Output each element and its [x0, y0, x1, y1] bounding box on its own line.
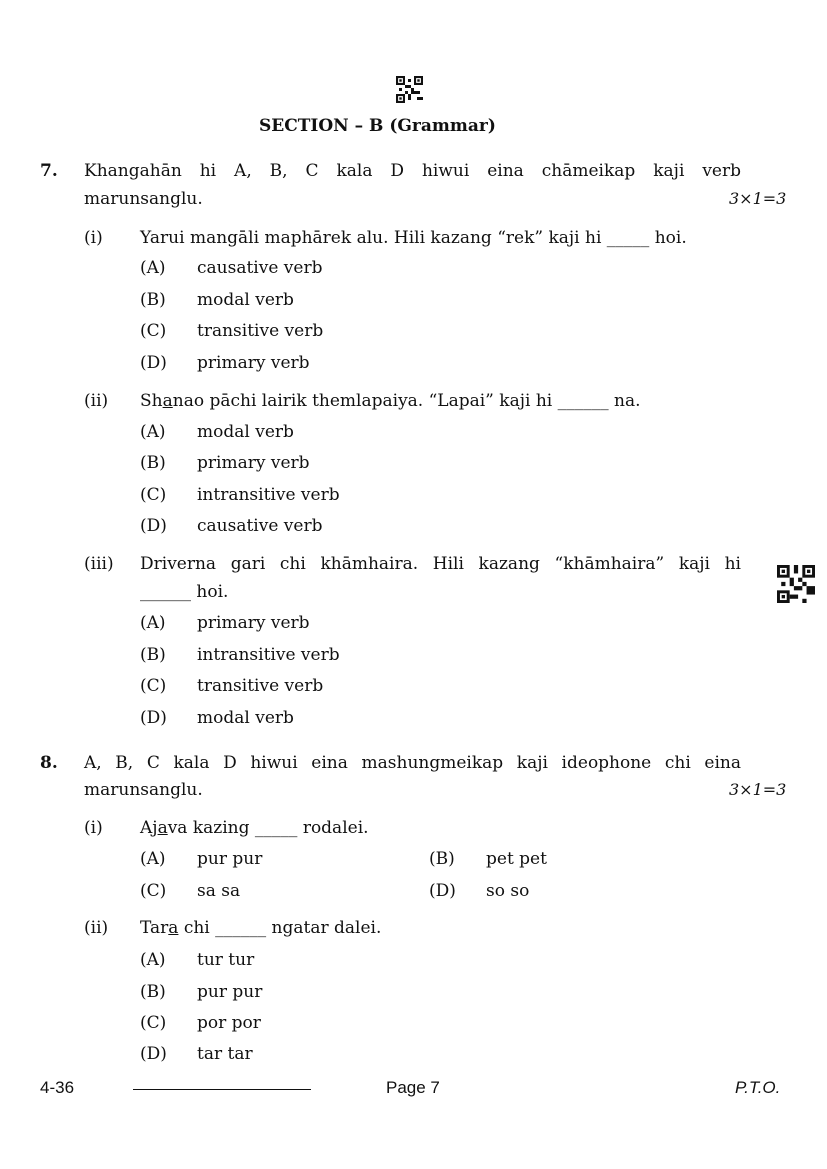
q7-sub-iii-text-line2: ______ hoi.: [140, 582, 229, 602]
q7-ii-option-a-text: modal verb: [197, 422, 294, 442]
q8-i-option-a-text: pur pur: [197, 849, 263, 869]
footer-code: 4-36: [40, 1078, 75, 1097]
q7-iii-option-c-text: transitive verb: [197, 676, 324, 696]
q7-sub-iii-text-line1: Driverna gari chi khāmhaira. Hili kazang “khāmhaira” kaji hi: [140, 554, 741, 574]
q8-sub-ii-label: (ii): [84, 918, 109, 938]
footer-divider: [133, 1089, 311, 1090]
q7-iii-option-b-text: intransitive verb: [197, 645, 340, 665]
q8-i-option-b-text: pet pet: [486, 849, 547, 869]
q7-sub-ii-label: (ii): [84, 391, 109, 411]
question-8-number: 8.: [40, 753, 58, 773]
q7-iii-option-d-text: modal verb: [197, 708, 294, 728]
q8-i-option-c-key: (C): [140, 881, 167, 901]
q7-sub-iii-label: (iii): [84, 554, 114, 574]
q7-i-option-c-text: transitive verb: [197, 321, 324, 341]
q7-i-option-a-text: causative verb: [197, 258, 323, 278]
q7-i-option-b-key: (B): [140, 290, 166, 310]
q8-i-option-c-text: sa sa: [197, 881, 241, 901]
q7-ii-option-b-text: primary verb: [197, 453, 310, 473]
q8-ii-option-c-text: por por: [197, 1013, 261, 1033]
q8-i-option-a-key: (A): [140, 849, 166, 869]
question-8-stem-line2: marunsanglu.: [84, 780, 203, 800]
question-7-marks: 3×1=3: [729, 189, 787, 208]
q8-sub-i-label: (i): [84, 818, 103, 838]
question-8-stem-line1: A, B, C kala D hiwui eina mashungmeikap kaji ideophone chi eina: [84, 753, 741, 773]
q7-ii-option-a-key: (A): [140, 422, 166, 442]
q8-sub-i-text: Ajava kazing _____ rodalei.: [140, 818, 369, 838]
q7-i-option-d-key: (D): [140, 353, 167, 373]
q7-iii-option-a-key: (A): [140, 613, 166, 633]
q7-iii-option-d-key: (D): [140, 708, 167, 728]
q8-ii-option-b-text: pur pur: [197, 982, 263, 1002]
q7-ii-option-c-text: intransitive verb: [197, 485, 340, 505]
q8-i-option-d-key: (D): [429, 881, 456, 901]
q8-ii-option-b-key: (B): [140, 982, 166, 1002]
q7-sub-i-text: Yarui mangāli maphārek alu. Hili kazang “rek” kaji hi _____ hoi.: [140, 228, 687, 248]
question-8-marks: 3×1=3: [729, 780, 787, 799]
q8-ii-option-c-key: (C): [140, 1013, 167, 1033]
q7-i-option-a-key: (A): [140, 258, 166, 278]
q8-i-option-d-text: so so: [486, 881, 530, 901]
q7-ii-option-c-key: (C): [140, 485, 167, 505]
section-title: SECTION – B (Grammar): [259, 116, 496, 136]
q8-ii-option-d-key: (D): [140, 1044, 167, 1064]
question-7-stem-line1: Khangahān hi A, B, C kala D hiwui eina chāmeikap kaji verb: [84, 161, 741, 181]
side-qr-code-icon: [777, 565, 815, 603]
q7-i-option-b-text: modal verb: [197, 290, 294, 310]
q7-iii-option-a-text: primary verb: [197, 613, 310, 633]
q8-ii-option-d-text: tar tar: [197, 1044, 253, 1064]
q8-i-option-b-key: (B): [429, 849, 455, 869]
question-7-stem-line2: marunsanglu.: [84, 189, 203, 209]
q7-i-option-d-text: primary verb: [197, 353, 310, 373]
footer-pto: P.T.O.: [735, 1078, 781, 1097]
footer-page-number: Page 7: [386, 1078, 440, 1097]
q7-sub-i-label: (i): [84, 228, 103, 248]
q7-iii-option-c-key: (C): [140, 676, 167, 696]
q7-i-option-c-key: (C): [140, 321, 167, 341]
q7-iii-option-b-key: (B): [140, 645, 166, 665]
q8-ii-option-a-key: (A): [140, 950, 166, 970]
q8-ii-option-a-text: tur tur: [197, 950, 255, 970]
q7-ii-option-d-text: causative verb: [197, 516, 323, 536]
q7-sub-ii-text: Shanao pāchi lairik themlapaiya. “Lapai” kaji hi ______ na.: [140, 391, 641, 411]
q8-sub-ii-text: Tara chi ______ ngatar dalei.: [140, 918, 382, 938]
qr-code-icon: [396, 76, 423, 103]
q7-ii-option-d-key: (D): [140, 516, 167, 536]
q7-ii-option-b-key: (B): [140, 453, 166, 473]
question-7-number: 7.: [40, 161, 58, 181]
